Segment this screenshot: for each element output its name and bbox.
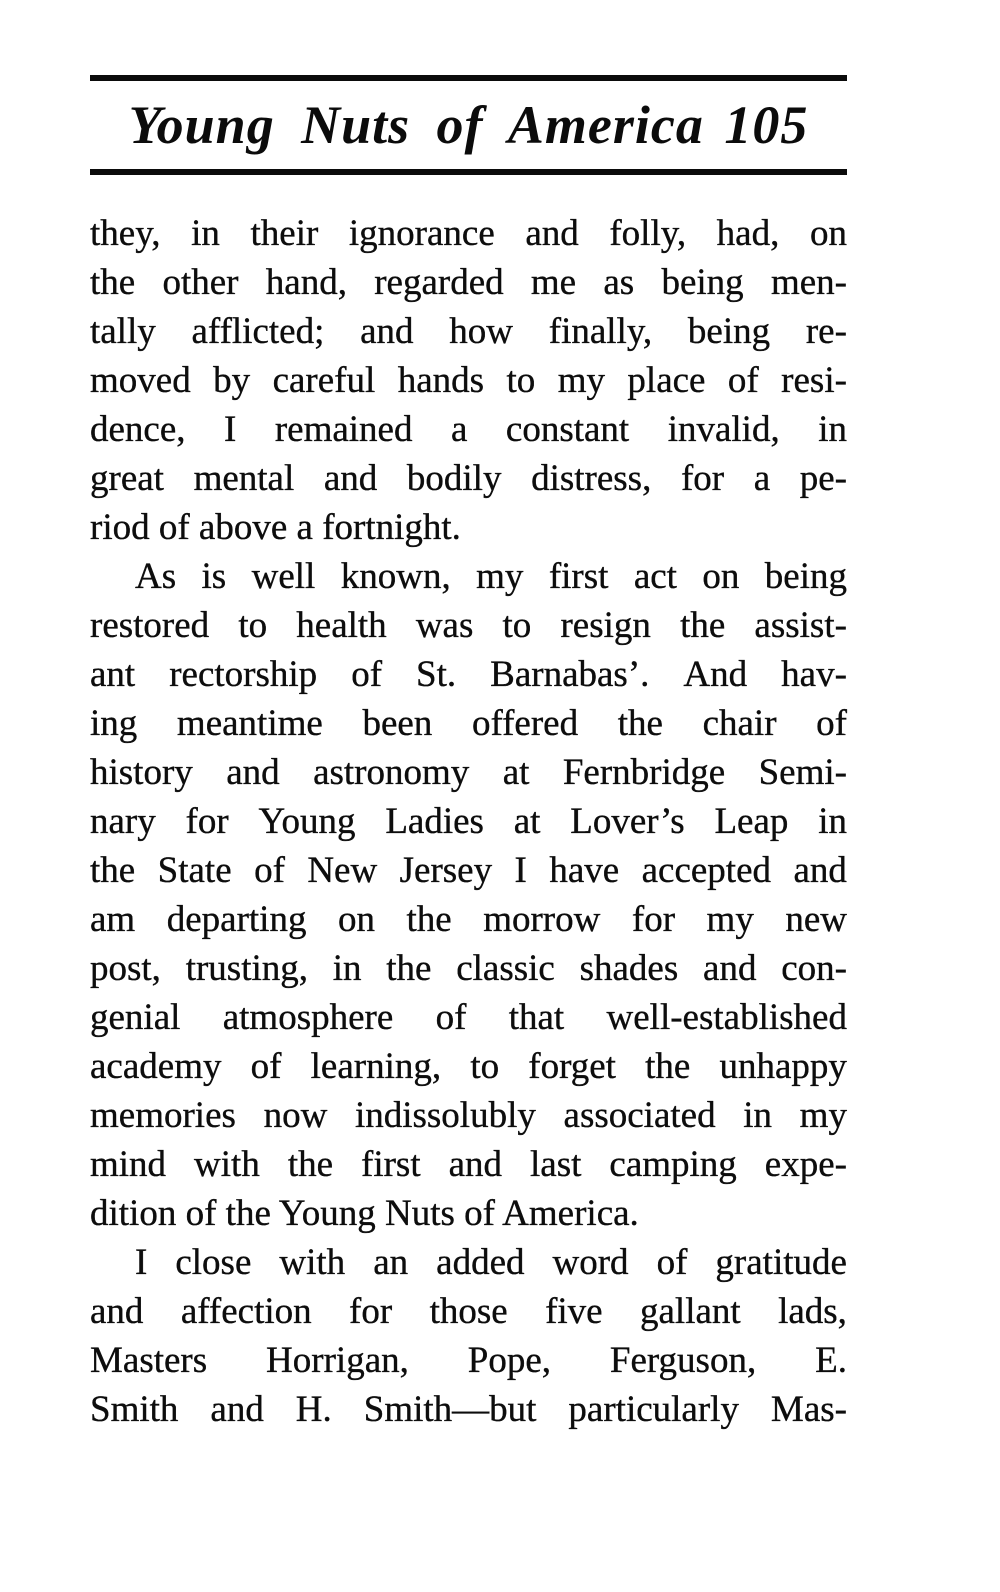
word: in bbox=[743, 1095, 773, 1136]
text-line bbox=[90, 454, 847, 503]
word: and bbox=[793, 850, 847, 891]
word: forget bbox=[528, 1046, 616, 1087]
word: on bbox=[702, 556, 740, 597]
header-title-line bbox=[90, 81, 847, 169]
word: moved bbox=[90, 360, 191, 401]
header-rule-bottom bbox=[90, 169, 847, 175]
word: the bbox=[90, 262, 136, 303]
word: New bbox=[307, 850, 378, 891]
text-line bbox=[90, 895, 847, 944]
text-line bbox=[90, 797, 847, 846]
word: Barnabas’. bbox=[490, 654, 650, 695]
word: distress, bbox=[531, 458, 652, 499]
word: of bbox=[351, 654, 383, 695]
word: con- bbox=[781, 948, 847, 989]
word: offered bbox=[471, 703, 579, 744]
word: Smith bbox=[90, 1389, 179, 1430]
word: they, bbox=[90, 213, 161, 254]
word: afflicted; bbox=[191, 311, 325, 352]
word: and bbox=[210, 1389, 264, 1430]
word: finally, bbox=[548, 311, 653, 352]
word: chair bbox=[702, 703, 777, 744]
word: close bbox=[175, 1242, 252, 1283]
word: classic bbox=[456, 948, 555, 989]
word: ing bbox=[90, 703, 138, 744]
word: the bbox=[386, 948, 432, 989]
word: careful bbox=[272, 360, 376, 401]
word: as bbox=[603, 262, 635, 303]
word: a bbox=[450, 409, 468, 450]
word: rectorship bbox=[169, 654, 318, 695]
text-line bbox=[90, 993, 847, 1042]
word: in bbox=[191, 213, 220, 254]
word: academy bbox=[90, 1046, 222, 1087]
word: hav- bbox=[781, 654, 847, 695]
word: place bbox=[627, 360, 706, 401]
word: trusting, bbox=[185, 948, 308, 989]
word: learning, bbox=[310, 1046, 442, 1087]
word: lads, bbox=[778, 1291, 847, 1332]
word: Ferguson, bbox=[609, 1340, 757, 1381]
word: known, bbox=[340, 556, 451, 597]
word: with bbox=[279, 1242, 346, 1283]
text-line bbox=[90, 405, 847, 454]
word: hands bbox=[397, 360, 485, 401]
word: Masters bbox=[90, 1340, 208, 1381]
text-line bbox=[90, 944, 847, 993]
word: the bbox=[90, 850, 136, 891]
word: gallant bbox=[640, 1291, 741, 1332]
word: of bbox=[656, 1242, 688, 1283]
word: first bbox=[548, 556, 609, 597]
word: re- bbox=[805, 311, 847, 352]
word: and bbox=[448, 1144, 503, 1185]
text-line bbox=[90, 1287, 847, 1336]
word: history bbox=[90, 752, 193, 793]
word: to bbox=[470, 1046, 500, 1087]
word: dence, bbox=[90, 409, 186, 450]
word: folly, bbox=[609, 213, 687, 254]
word: the bbox=[287, 1144, 334, 1185]
word: H. bbox=[295, 1389, 332, 1430]
word: genial bbox=[90, 997, 181, 1038]
text-line bbox=[90, 1140, 847, 1189]
word: in bbox=[332, 948, 362, 989]
word: of bbox=[816, 703, 847, 744]
word: assist- bbox=[754, 605, 847, 646]
word: and bbox=[703, 948, 757, 989]
word: act bbox=[633, 556, 677, 597]
word: State bbox=[157, 850, 232, 891]
text-line bbox=[90, 699, 847, 748]
word: And bbox=[683, 654, 748, 695]
word: resign bbox=[560, 605, 651, 646]
word: and bbox=[226, 752, 280, 793]
word: unhappy bbox=[719, 1046, 847, 1087]
word: indissolubly bbox=[354, 1095, 536, 1136]
word: been bbox=[362, 703, 433, 744]
word: astronomy bbox=[313, 752, 470, 793]
word: me bbox=[530, 262, 577, 303]
text-line bbox=[90, 1238, 847, 1287]
word: ignorance bbox=[348, 213, 495, 254]
header-title: Young Nuts of America bbox=[128, 95, 704, 155]
text-line bbox=[90, 1091, 847, 1140]
word: I bbox=[514, 850, 527, 891]
word: the bbox=[617, 703, 663, 744]
word: resi- bbox=[781, 360, 847, 401]
word: with bbox=[194, 1144, 260, 1185]
word: at bbox=[513, 801, 541, 842]
word: of bbox=[250, 1046, 282, 1087]
word: a bbox=[753, 458, 771, 499]
word: now bbox=[263, 1095, 328, 1136]
word: restored bbox=[90, 605, 210, 646]
word: is bbox=[201, 556, 227, 597]
word: As bbox=[135, 556, 177, 597]
word: of bbox=[727, 360, 759, 401]
text-line bbox=[90, 1385, 847, 1434]
word: Ladies bbox=[385, 801, 484, 842]
word: in bbox=[818, 409, 847, 450]
word: their bbox=[250, 213, 319, 254]
text-line bbox=[90, 1336, 847, 1385]
word: was bbox=[415, 605, 474, 646]
word: invalid, bbox=[667, 409, 780, 450]
word: I bbox=[224, 409, 237, 450]
word: associated bbox=[563, 1095, 716, 1136]
word: remained bbox=[274, 409, 413, 450]
word: great bbox=[90, 458, 164, 499]
word: last bbox=[530, 1144, 582, 1185]
word: how bbox=[449, 311, 514, 352]
word: of bbox=[435, 997, 467, 1038]
word: ant bbox=[90, 654, 136, 695]
word: health bbox=[296, 605, 387, 646]
word: on bbox=[809, 213, 847, 254]
text-line bbox=[90, 209, 847, 258]
word: Leap bbox=[714, 801, 789, 842]
text-line bbox=[90, 552, 847, 601]
text-line bbox=[90, 1042, 847, 1091]
word: constant bbox=[505, 409, 630, 450]
text-line: riod of above a fortnight. bbox=[90, 507, 461, 548]
word: morrow bbox=[483, 899, 601, 940]
word: Pope, bbox=[467, 1340, 552, 1381]
word: and bbox=[525, 213, 579, 254]
word: and bbox=[360, 311, 414, 352]
word: for bbox=[680, 458, 725, 499]
word: mind bbox=[90, 1144, 167, 1185]
word: my bbox=[476, 556, 524, 597]
word: my bbox=[799, 1095, 847, 1136]
word: for bbox=[185, 801, 229, 842]
word: camping bbox=[609, 1144, 737, 1185]
word: an bbox=[373, 1242, 409, 1283]
word: Fernbridge bbox=[562, 752, 726, 793]
word: those bbox=[429, 1291, 508, 1332]
word: I bbox=[135, 1242, 148, 1283]
word: of bbox=[254, 850, 285, 891]
text-column bbox=[90, 0, 847, 1434]
word: atmosphere bbox=[222, 997, 394, 1038]
word: had, bbox=[716, 213, 780, 254]
word: my bbox=[706, 899, 754, 940]
word: accepted bbox=[641, 850, 772, 891]
text-line: dition of the Young Nuts of America. bbox=[90, 1193, 639, 1234]
word: that bbox=[508, 997, 565, 1038]
word: five bbox=[545, 1291, 603, 1332]
word: departing bbox=[166, 899, 307, 940]
word: Semi- bbox=[758, 752, 847, 793]
text-line bbox=[90, 846, 847, 895]
word: the bbox=[645, 1046, 691, 1087]
word: E. bbox=[815, 1340, 847, 1381]
word: particularly bbox=[568, 1389, 739, 1430]
word: have bbox=[549, 850, 620, 891]
text-line bbox=[90, 650, 847, 699]
word: am bbox=[90, 899, 136, 940]
word: on bbox=[337, 899, 375, 940]
word: nary bbox=[90, 801, 156, 842]
word: meantime bbox=[176, 703, 323, 744]
word: the bbox=[680, 605, 726, 646]
word: Smith—but bbox=[363, 1389, 537, 1430]
word: for bbox=[349, 1291, 393, 1332]
word: Lover’s bbox=[570, 801, 685, 842]
word: first bbox=[361, 1144, 421, 1185]
word: Mas- bbox=[770, 1389, 847, 1430]
word: being bbox=[661, 262, 744, 303]
word: being bbox=[764, 556, 847, 597]
page-number: 105 bbox=[724, 95, 809, 155]
word: gratitude bbox=[715, 1242, 847, 1283]
word: mental bbox=[193, 458, 295, 499]
word: at bbox=[502, 752, 530, 793]
word: well bbox=[251, 556, 316, 597]
word: memories bbox=[90, 1095, 236, 1136]
word: tally bbox=[90, 311, 156, 352]
word: well-established bbox=[606, 997, 847, 1038]
word: pe- bbox=[799, 458, 847, 499]
word: men- bbox=[770, 262, 847, 303]
text-line bbox=[90, 258, 847, 307]
word: to bbox=[238, 605, 268, 646]
word: shades bbox=[579, 948, 679, 989]
text-line bbox=[90, 307, 847, 356]
word: added bbox=[436, 1242, 525, 1283]
word: post, bbox=[90, 948, 161, 989]
word: new bbox=[785, 899, 847, 940]
word: by bbox=[213, 360, 251, 401]
word: St. bbox=[416, 654, 457, 695]
word: for bbox=[631, 899, 676, 940]
word: bodily bbox=[406, 458, 502, 499]
word: Horrigan, bbox=[266, 1340, 409, 1381]
text-line bbox=[90, 601, 847, 650]
word: being bbox=[687, 311, 771, 352]
word: in bbox=[818, 801, 847, 842]
word: affection bbox=[180, 1291, 312, 1332]
word: and bbox=[323, 458, 378, 499]
running-header bbox=[90, 75, 847, 175]
word: to bbox=[506, 360, 536, 401]
word: regarded bbox=[374, 262, 504, 303]
word: to bbox=[502, 605, 532, 646]
word: Jersey bbox=[399, 850, 493, 891]
word: other bbox=[162, 262, 239, 303]
text-line bbox=[90, 356, 847, 405]
word: word bbox=[552, 1242, 629, 1283]
word: hand, bbox=[265, 262, 347, 303]
word: expe- bbox=[764, 1144, 847, 1185]
word: my bbox=[557, 360, 605, 401]
word: Young bbox=[258, 801, 356, 842]
text-line bbox=[90, 748, 847, 797]
page-body bbox=[90, 209, 847, 1434]
word: the bbox=[406, 899, 452, 940]
word: and bbox=[90, 1291, 144, 1332]
